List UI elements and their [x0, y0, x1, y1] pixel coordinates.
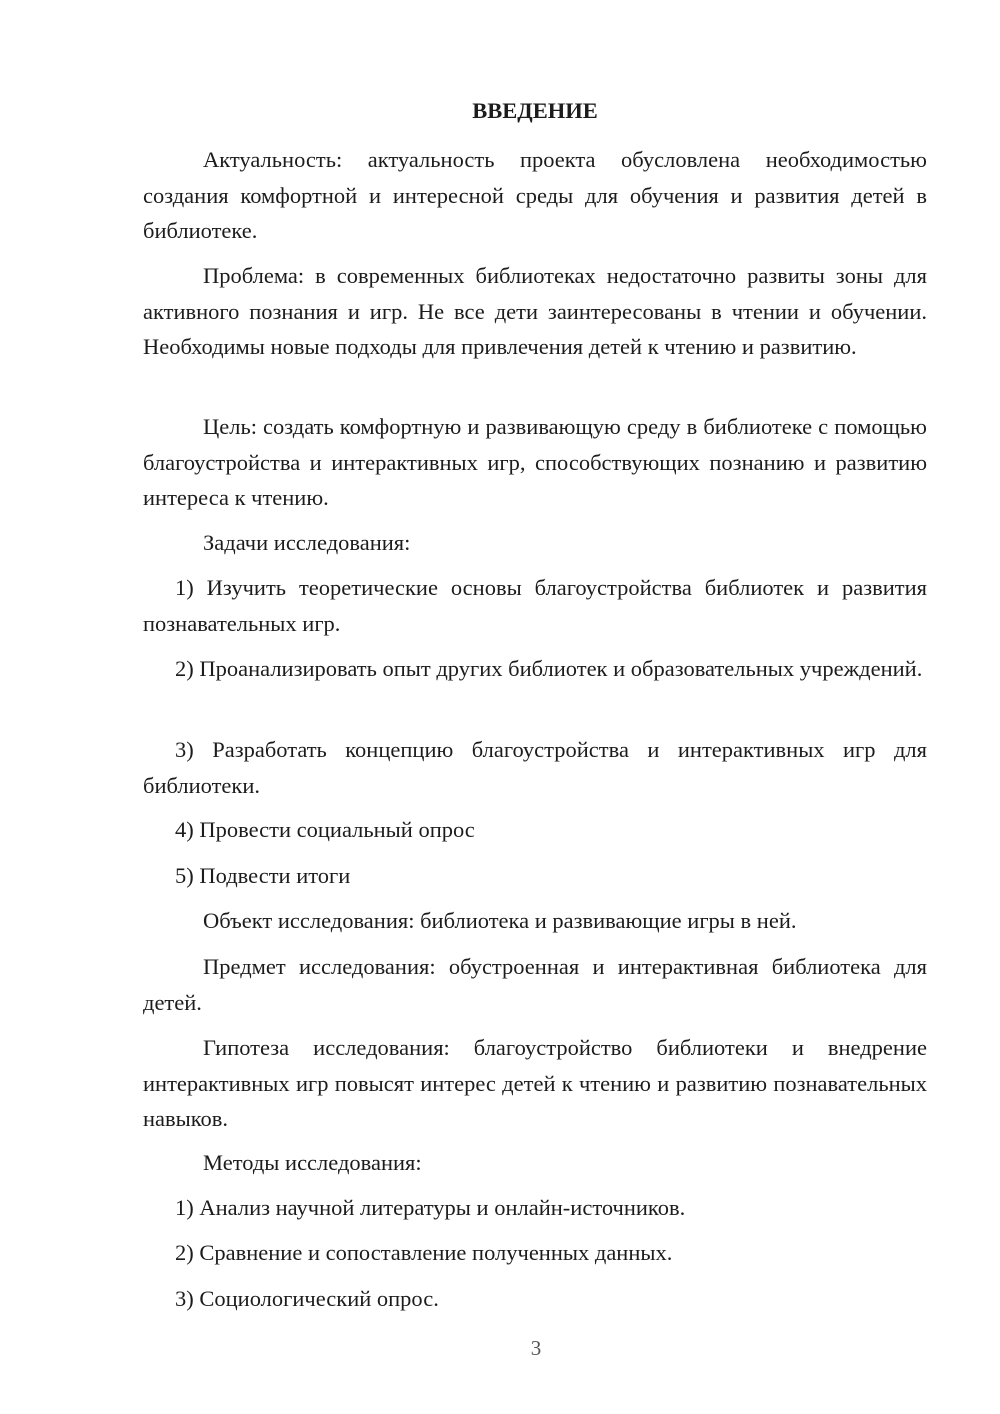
hypothesis-paragraph: Гипотеза исследования: благоустройство библиотеки и внедрение интерактивных игр повысят интерес детей к чтению и развитию познавательных навыков.	[143, 1035, 927, 1131]
goal-paragraph: Цель: создать комфортную и развивающую среду в библиотеке с помощью благоустройства и интерактивных игр, способствующих познанию и развитию интереса к чтению.	[143, 414, 927, 510]
method-item: 3) Социологический опрос.	[175, 1286, 439, 1311]
method-item: 2) Сравнение и сопоставление полученных данных.	[175, 1240, 673, 1265]
task-item: 3) Разработать концепцию благоустройства и интерактивных игр для библиотеки.	[143, 737, 927, 798]
task-item: 2) Проанализировать опыт других библиотек и образовательных учреждений.	[175, 656, 923, 681]
tasks-heading: Задачи исследования:	[203, 530, 411, 555]
method-item: 1) Анализ научной литературы и онлайн-источников.	[175, 1195, 686, 1220]
object-paragraph: Объект исследования: библиотека и развивающие игры в ней.	[203, 908, 797, 933]
task-item: 4) Провести социальный опрос	[175, 817, 475, 842]
page-number: 3	[530, 1336, 542, 1360]
section-title: ВВЕДЕНИЕ	[472, 98, 598, 123]
subject-paragraph: Предмет исследования: обустроенная и интерактивная библиотека для детей.	[143, 954, 927, 1015]
task-item: 1) Изучить теоретические основы благоустройства библиотек и развития познавательных игр.	[143, 575, 927, 636]
problem-paragraph: Проблема: в современных библиотеках недостаточно развиты зоны для активного познания и игр. Не все дети заинтересованы в чтении и обучении. Необходимы новые подходы для привлечения детей к чтению и развитию.	[143, 263, 927, 359]
task-item: 5) Подвести итоги	[175, 863, 351, 888]
methods-heading: Методы исследования:	[203, 1150, 422, 1175]
relevance-paragraph: Актуальность: актуальность проекта обусловлена необходимостью создания комфортной и интересной среды для обучения и развития детей в библиотеке.	[143, 147, 927, 243]
